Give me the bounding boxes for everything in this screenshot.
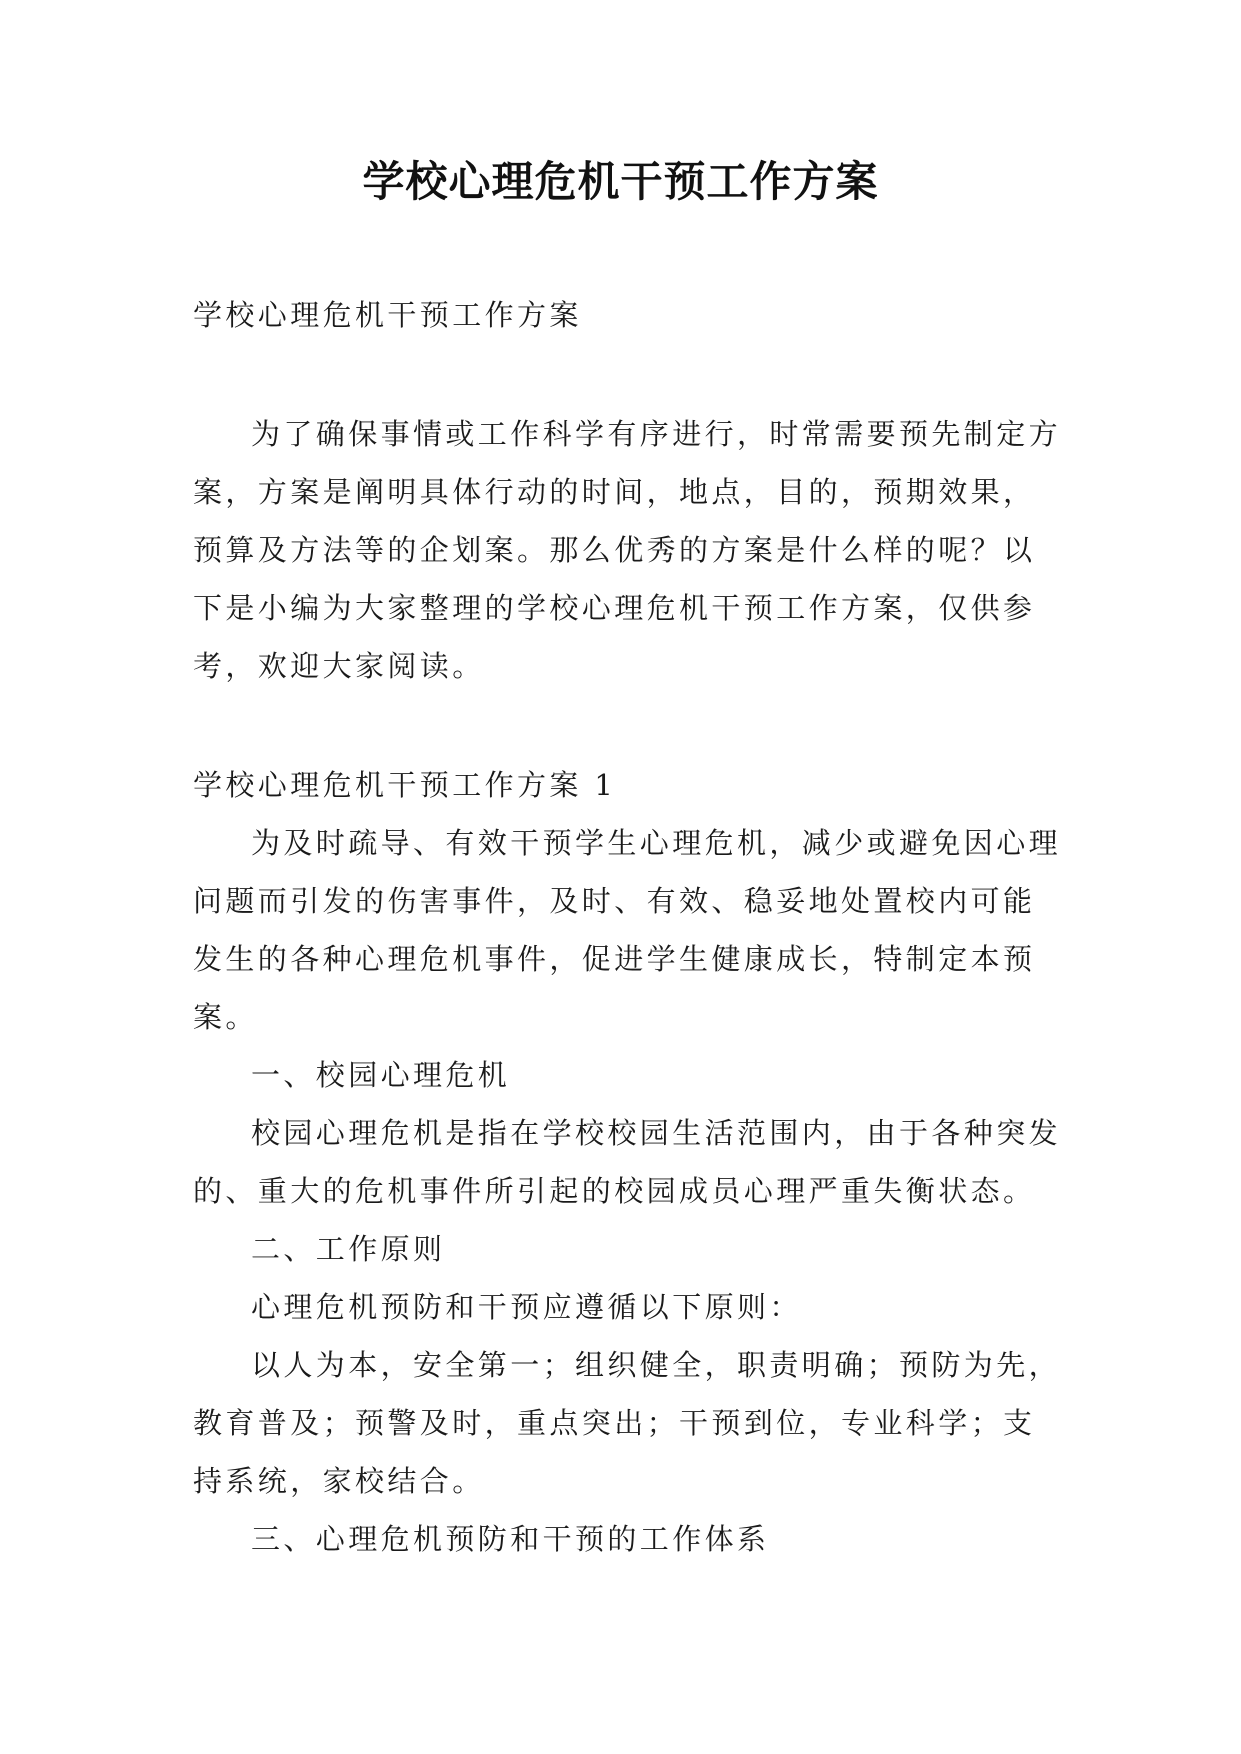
heading-work-principles: 二、工作原则 — [251, 1232, 446, 1266]
heading-work-system: 三、心理危机预防和干预的工作体系 — [251, 1522, 770, 1556]
paragraph-purpose: 为及时疏导、有效干预学生心理危机，减少或避免因心理问题而引发的伤害事件，及时、有效、稳妥地处置校内可能发生的各种心理危机事件，促进学生健康成长，特制定本预案。 — [193, 826, 1062, 1034]
paragraph-principles-list: 以人为本，安全第一；组织健全，职责明确；预防为先，教育普及；预警及时，重点突出；干预到位，专业科学；支持系统，家校结合。 — [193, 1348, 1062, 1498]
document-subtitle: 学校心理危机干预工作方案 — [193, 298, 582, 332]
paragraph-campus-crisis-definition: 校园心理危机是指在学校校园生活范围内，由于各种突发的、重大的危机事件所引起的校园成员心理严重失衡状态。 — [193, 1116, 1062, 1208]
section-body — [193, 814, 1061, 1568]
document-title: 学校心理危机干预工作方案 — [362, 157, 879, 206]
heading-campus-crisis: 一、校园心理危机 — [251, 1058, 511, 1092]
section-title: 学校心理危机干预工作方案 1 — [193, 768, 617, 802]
intro-paragraph: 为了确保事情或工作科学有序进行，时常需要预先制定方案，方案是阐明具体行动的时间，地点，目的，预期效果，预算及方法等的企划案。那么优秀的方案是什么样的呢？以下是小编为大家整理的学校心理危机干预工作方案，仅供参考，欢迎大家阅读。 — [193, 417, 1062, 683]
paragraph-principles-intro: 心理危机预防和干预应遵循以下原则： — [251, 1290, 802, 1324]
